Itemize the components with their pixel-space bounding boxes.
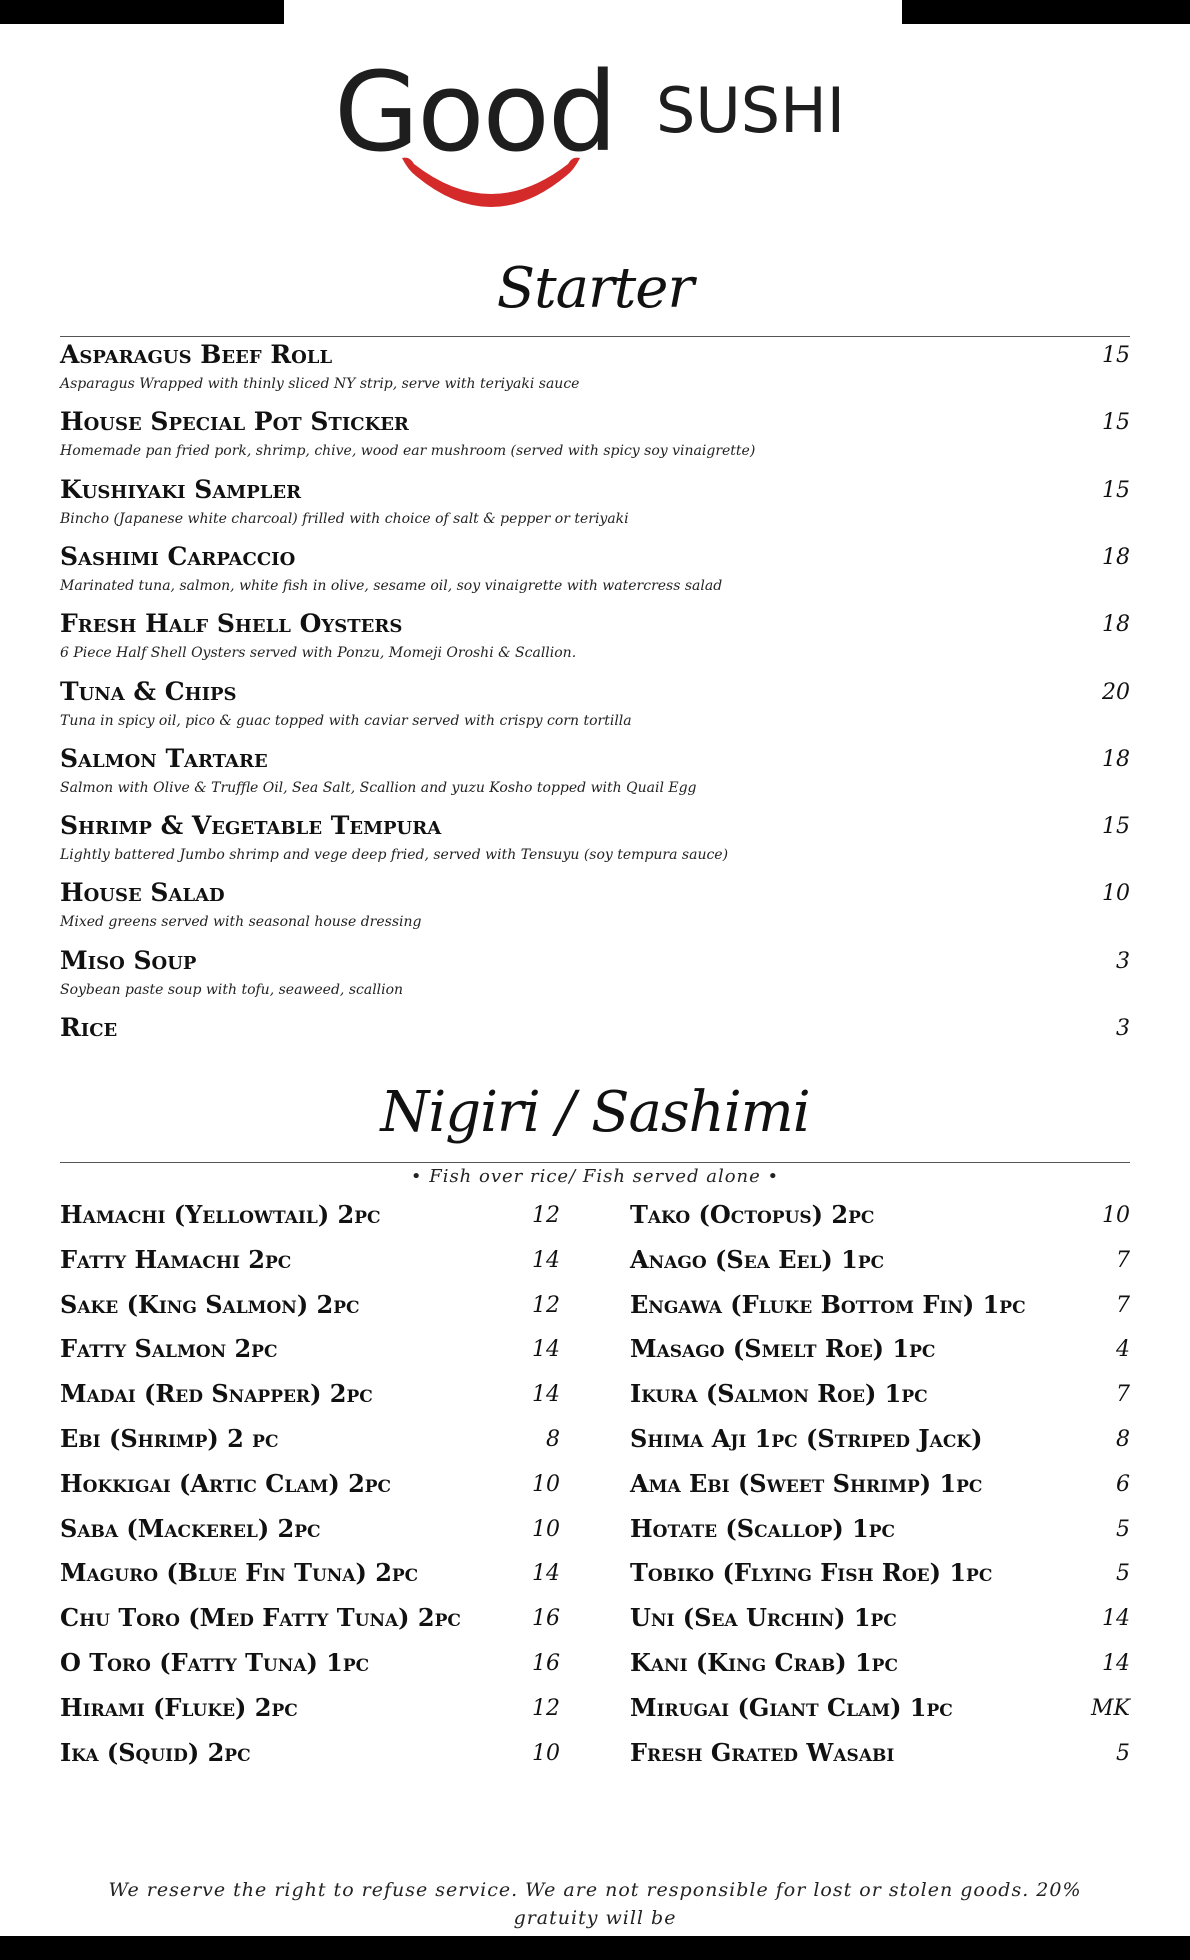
nigiri-item-price: 8 [1116, 1427, 1130, 1452]
nigiri-item-price: 10 [532, 1471, 560, 1497]
nigiri-item-price: 16 [532, 1651, 560, 1676]
nigiri-item-name: Hotate (Scallop) 1pc [630, 1513, 896, 1543]
nigiri-item-name: Tako (Octopus) 2pc [630, 1200, 875, 1229]
nigiri-item-price: 10 [532, 1740, 560, 1766]
nigiri-item-name: Uni (Sea Urchin) 1pc [630, 1603, 897, 1633]
starter-title: Starter [496, 256, 694, 321]
nigiri-item-name: Saba (Mackerel) 2pc [60, 1513, 321, 1543]
nigiri-item-name: Fatty Salmon 2pc [60, 1334, 278, 1364]
nigiri-item [60, 1693, 560, 1733]
nigiri-item-name: O Toro (Fatty Tuna) 1pc [60, 1648, 370, 1677]
nigiri-item-name: Hamachi (Yellowtail) 2pc [60, 1200, 381, 1229]
nigiri-item-price: MK [1091, 1695, 1130, 1721]
item-name: House Salad [60, 878, 225, 908]
nigiri-item [60, 1290, 560, 1330]
nigiri-item [630, 1603, 1130, 1643]
item-description: Homemade pan fried pork, shrimp, chive, wood ear mushroom (served with spicy soy vinaigrette) [60, 443, 756, 460]
nigiri-item-name: Fatty Hamachi 2pc [60, 1244, 292, 1274]
nigiri-item [60, 1648, 560, 1688]
item-price: 18 [1102, 544, 1130, 570]
item-name: Salmon Tartare [60, 743, 268, 773]
item-description: Marinated tuna, salmon, white fish in olive, sesame oil, soy vinaigrette with watercress salad [60, 577, 723, 594]
item-name: Miso Soup [60, 945, 197, 975]
item-description: Lightly battered Jumbo shrimp and vege deep fried, served with Tensuyu (soy tempura sauce) [60, 847, 729, 864]
nigiri-item [60, 1245, 560, 1285]
nigiri-subtitle: • Fish over rice/ Fish served alone • [410, 1166, 780, 1187]
nigiri-item [60, 1379, 560, 1419]
nigiri-item [630, 1290, 1130, 1330]
nigiri-item [630, 1738, 1130, 1778]
item-description: Soybean paste soup with tofu, seaweed, scallion [60, 981, 404, 998]
nigiri-item-name: Masago (Smelt Roe) 1pc [630, 1334, 936, 1364]
nigiri-item-name: Madai (Red Snapper) 2pc [60, 1379, 373, 1409]
item-price: 20 [1102, 679, 1130, 705]
nigiri-item-price: 12 [532, 1292, 560, 1318]
item-name: Rice [60, 1013, 118, 1042]
item-price: 18 [1102, 746, 1130, 772]
nigiri-item-name: Ika (Squid) 2pc [60, 1737, 251, 1767]
bottom-bar [0, 1936, 1190, 1960]
nigiri-item [60, 1200, 560, 1240]
nigiri-item [630, 1693, 1130, 1733]
item-price: 10 [1102, 881, 1130, 907]
nigiri-item-price: 7 [1116, 1247, 1130, 1273]
nigiri-item-name: Engawa (Fluke Bottom Fin) 1pc [630, 1289, 1026, 1319]
item-price: 15 [1102, 814, 1130, 840]
nigiri-item-price: 12 [532, 1203, 560, 1228]
top-bar-left [0, 0, 284, 24]
item-price: 15 [1102, 343, 1130, 368]
nigiri-item-name: Sake (King Salmon) 2pc [60, 1289, 360, 1319]
item-price: 15 [1102, 477, 1130, 503]
footer-line-1: We reserve the right to refuse service. We are not responsible for lost or stolen goods. 20% gratuity will be [108, 1879, 1082, 1929]
nigiri-item [630, 1245, 1130, 1285]
nigiri-item [630, 1379, 1130, 1419]
nigiri-item-name: Hirami (Fluke) 2pc [60, 1692, 298, 1722]
nigiri-item [60, 1334, 560, 1374]
nigiri-item [60, 1514, 560, 1554]
item-name: Kushiyaki Sampler [60, 474, 302, 504]
item-price: 15 [1102, 410, 1130, 436]
nigiri-item-name: Ikura (Salmon Roe) 1pc [630, 1379, 928, 1409]
item-price: 18 [1102, 612, 1130, 638]
nigiri-item-name: Maguro (Blue Fin Tuna) 2pc [60, 1558, 419, 1588]
nigiri-item-price: 7 [1116, 1292, 1130, 1318]
nigiri-item-name: Chu Toro (Med Fatty Tuna) 2pc [60, 1603, 461, 1633]
nigiri-item [60, 1424, 560, 1464]
starter-divider [60, 336, 1130, 337]
nigiri-item [630, 1558, 1130, 1598]
nigiri-item [60, 1469, 560, 1509]
nigiri-item-price: 12 [532, 1695, 560, 1721]
item-name: Sashimi Carpaccio [60, 541, 296, 571]
item-description: Salmon with Olive & Truffle Oil, Sea Salt, Scallion and yuzu Kosho topped with Quail Egg [60, 779, 697, 796]
nigiri-divider [60, 1162, 1130, 1163]
nigiri-item-name: Hokkigai (Artic Clam) 2pc [60, 1468, 392, 1498]
nigiri-item-price: 14 [532, 1561, 560, 1587]
item-name: House Special Pot Sticker [60, 407, 409, 437]
logo-word-good: Good [334, 48, 616, 176]
nigiri-item [60, 1603, 560, 1643]
nigiri-item-name: Tobiko (Flying Fish Roe) 1pc [630, 1558, 993, 1588]
nigiri-item-name: Fresh Grated Wasabi [630, 1737, 895, 1767]
nigiri-item [630, 1514, 1130, 1554]
nigiri-item [630, 1334, 1130, 1374]
nigiri-item-name: Ama Ebi (Sweet Shrimp) 1pc [630, 1468, 983, 1498]
nigiri-item-price: 6 [1116, 1471, 1130, 1497]
smile-icon [396, 152, 586, 222]
nigiri-item-price: 5 [1116, 1516, 1130, 1542]
item-description: Tuna in spicy oil, pico & guac topped with caviar served with crispy corn tortilla [60, 712, 632, 729]
good-sushi-logo [330, 46, 870, 226]
nigiri-item-price: 16 [532, 1606, 560, 1632]
item-name: Fresh Half Shell Oysters [60, 609, 403, 639]
nigiri-item [630, 1200, 1130, 1240]
top-bar-right [902, 0, 1190, 24]
nigiri-item-price: 7 [1116, 1382, 1130, 1408]
item-price: 3 [1116, 1016, 1130, 1041]
nigiri-item-name: Anago (Sea Eel) 1pc [630, 1244, 885, 1274]
nigiri-item [630, 1469, 1130, 1509]
nigiri-item [60, 1738, 560, 1778]
nigiri-item-price: 5 [1116, 1740, 1130, 1766]
nigiri-item-price: 14 [1102, 1606, 1130, 1632]
item-description: 6 Piece Half Shell Oysters served with Ponzu, Momeji Oroshi & Scallion. [60, 645, 577, 662]
nigiri-item-price: 14 [1102, 1651, 1130, 1676]
item-name: Asparagus Beef Roll [60, 340, 333, 369]
item-description: Mixed greens served with seasonal house dressing [60, 914, 422, 931]
nigiri-item-price: 14 [532, 1337, 560, 1363]
nigiri-item-name: Kani (King Crab) 1pc [630, 1648, 898, 1677]
item-name: Shrimp & Vegetable Tempura [60, 811, 442, 841]
item-price: 3 [1116, 948, 1130, 974]
logo-word-sushi: SUSHI [656, 74, 845, 147]
nigiri-item [630, 1424, 1130, 1464]
nigiri-item-price: 14 [532, 1382, 560, 1408]
nigiri-item-price: 14 [532, 1247, 560, 1273]
nigiri-title: Nigiri / Sashimi [380, 1080, 810, 1145]
item-description: Asparagus Wrapped with thinly sliced NY strip, serve with teriyaki sauce [60, 376, 580, 392]
item-description: Bincho (Japanese white charcoal) frilled with choice of salt & pepper or teriyaki [60, 510, 629, 527]
item-name: Tuna & Chips [60, 676, 237, 706]
nigiri-item-price: 10 [532, 1516, 560, 1542]
nigiri-item-name: Ebi (Shrimp) 2 pc [60, 1424, 279, 1453]
nigiri-item-price: 8 [546, 1427, 560, 1452]
nigiri-item [60, 1558, 560, 1598]
nigiri-item-name: Mirugai (Giant Clam) 1pc [630, 1692, 953, 1722]
nigiri-item-price: 4 [1116, 1337, 1130, 1363]
nigiri-item-price: 5 [1116, 1561, 1130, 1587]
nigiri-item-price: 10 [1102, 1203, 1130, 1228]
nigiri-item-name: Shima Aji 1pc (Striped Jack) [630, 1424, 983, 1453]
nigiri-item [630, 1648, 1130, 1688]
